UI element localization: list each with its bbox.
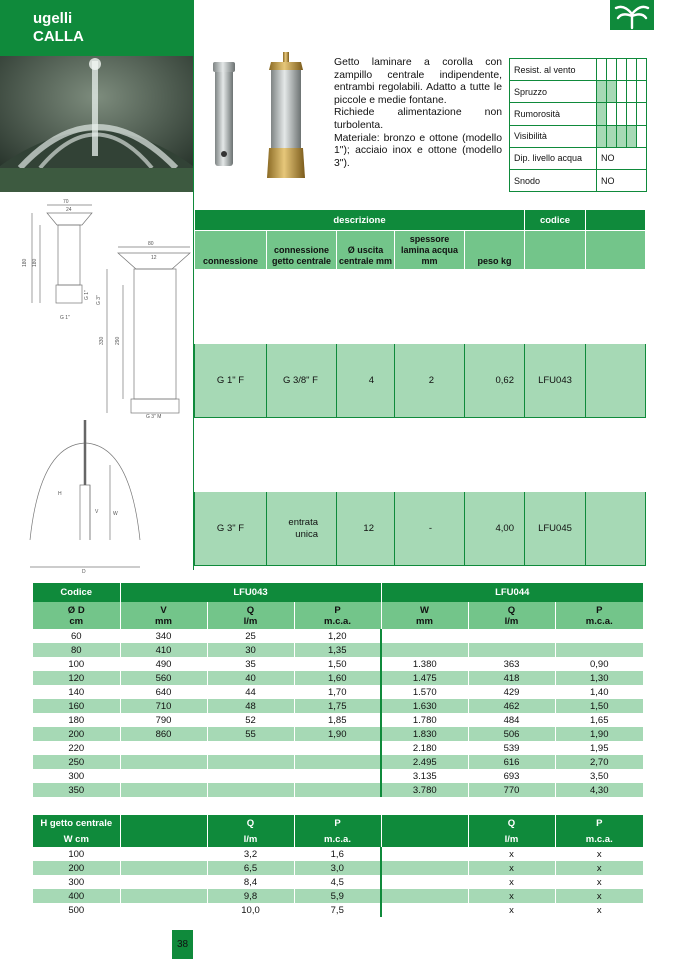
spec-table [194,209,646,566]
table-cell: 4,30 [555,783,643,797]
ratings-table [509,58,647,192]
table-cell [294,755,381,769]
spec-cell: 0,62 [465,344,525,418]
table-cell: 1.570 [381,685,468,699]
table-row [33,783,643,797]
table-cell: 490 [120,657,207,671]
rating-bar-cell [627,81,637,103]
table2-col-header [381,815,468,831]
spec-cell: G 3/8" F [267,344,337,418]
table-cell: 1,75 [294,699,381,713]
table-cell [381,875,468,889]
rating-bar-cell [637,81,647,103]
col-header-symbol: Ø D [67,604,85,616]
table-cell: 1,40 [555,685,643,699]
rating-bar-cell [607,59,617,81]
drawing-spray-profile [30,420,140,575]
table-cell [120,755,207,769]
table-cell [120,889,207,903]
spec-col-header: Ø uscita centrale mm [337,231,395,270]
rating-label: Dip. livello acqua [510,147,597,169]
drawing-nozzle-1 [22,199,92,321]
performance-table [33,583,643,797]
rating-label: Rumorosità [510,103,597,125]
rating-label: Spruzzo [510,81,597,103]
spec-col-header: spessore lamina acqua mm [395,231,465,270]
spec-cell: LFU045 [525,492,586,566]
table-cell: 462 [468,699,555,713]
table-cell: 770 [468,783,555,797]
table-cell: x [468,847,555,861]
table2-col-unit: m.c.a. [294,831,381,847]
table-cell: 3,0 [294,861,381,875]
table-row [33,657,643,671]
rating-bar-cell [617,125,627,147]
spec-row [195,492,646,566]
table-row [33,699,643,713]
table1-col-header [555,602,643,629]
table-row [33,755,643,769]
table-cell: 1,90 [555,727,643,741]
table-cell: 10,0 [207,903,294,917]
col-header-symbol: P [334,604,341,616]
rating-bar-cell [597,103,607,125]
rating-label: Snodo [510,169,597,191]
table-cell: 48 [207,699,294,713]
table-cell: 35 [207,657,294,671]
table-cell: 160 [33,699,120,713]
dim-label: 290 [115,336,121,345]
dim-label: 80 [148,241,154,247]
table-cell: 484 [468,713,555,727]
table2-row-header: H getto centrale [33,815,120,831]
table-row [33,629,643,643]
col-header-symbol: Q [507,604,516,616]
table-cell: 1,90 [294,727,381,741]
spec-cell: 4,00 [465,492,525,566]
table-cell: 2.180 [381,741,468,755]
rating-bar-cell [627,103,637,125]
table-row [33,671,643,685]
spec-cell: - [395,492,465,566]
table-cell [120,903,207,917]
rating-bar-cell [607,125,617,147]
table-cell: 693 [468,769,555,783]
table-cell [207,783,294,797]
dim-label: 180 [22,258,28,267]
dim-label: G 1" [84,290,90,300]
table-cell [207,741,294,755]
rating-value: NO [597,169,647,191]
table-cell: 500 [68,904,85,916]
table-cell: 250 [33,755,120,769]
table-cell: 1,50 [555,699,643,713]
rating-bar-cell [627,59,637,81]
table-cell [294,769,381,783]
table-cell [381,629,468,643]
table-cell: 4,5 [294,875,381,889]
table-cell: 1,70 [294,685,381,699]
table-cell: 30 [207,643,294,657]
table-cell [120,847,207,861]
table-cell: 1,60 [294,671,381,685]
spec-cell: LFU043 [525,344,586,418]
brand-logo-icon [610,0,654,30]
table-cell: x [468,903,555,917]
dim-label: W [113,511,118,517]
spec-cell: 2 [395,344,465,418]
rating-bar-cell [637,59,647,81]
table-cell [468,629,555,643]
col-header-unit: cm [69,615,84,627]
central-jet-table [33,815,643,917]
table-cell: 140 [68,686,85,698]
col-header-unit: l/m [243,615,258,627]
table-cell [294,783,381,797]
col-header-unit: m.c.a. [585,615,613,627]
table-row [33,727,643,741]
table-cell: 429 [468,685,555,699]
table-cell: 1,95 [555,741,643,755]
table2-col-header: Q [207,815,294,831]
table2-col-header: Q [468,815,555,831]
spec-group-header: descrizione [195,210,525,231]
table-cell [120,741,207,755]
table-cell: 616 [468,755,555,769]
table-cell: 640 [120,685,207,699]
table-cell: 506 [468,727,555,741]
spec-col-header: connessione [195,231,267,270]
col-header-symbol: P [596,604,603,616]
rating-value: NO [597,147,647,169]
title-line1: ugelli [33,10,73,27]
table-cell: 52 [207,713,294,727]
table-cell: x [555,889,643,903]
table-cell: 1.630 [381,699,468,713]
table-cell [381,861,468,875]
rating-bar-cell [617,59,627,81]
table-cell [381,889,468,903]
rating-row [510,59,647,81]
spec-cell: G 1" F [195,344,267,418]
table-cell: 44 [207,685,294,699]
table-cell: 3.780 [381,783,468,797]
table-cell: 200 [33,861,120,875]
table-cell: 418 [468,671,555,685]
table-cell: 790 [120,713,207,727]
table-row [33,903,643,917]
product-photo [205,50,330,185]
rating-bar-cell [607,81,617,103]
table-cell: 3.135 [381,769,468,783]
table-cell: 25 [207,629,294,643]
spec-code-header: codice [525,210,586,231]
table2-col-header [120,815,207,831]
rating-row [510,169,647,191]
rating-bar-cell [617,103,627,125]
spec-row [195,344,646,418]
table-cell: 100 [68,658,85,670]
col-header-symbol: Q [246,604,255,616]
spec-cell: entrata unica [267,492,337,566]
col-header-unit: m.c.a. [324,615,351,627]
table-cell: x [555,875,643,889]
table-cell: 410 [120,643,207,657]
description-paragraph: Richiede alimentazione non turbolenta. [334,107,502,131]
rating-bar-cell [607,103,617,125]
table-cell: 2,70 [555,755,643,769]
table-cell: 6,5 [207,861,294,875]
dim-label: 24 [66,207,72,213]
rating-bar-cell [617,81,627,103]
table-cell: 40 [207,671,294,685]
table-cell: 363 [468,657,555,671]
table-cell: 710 [120,699,207,713]
table-cell: 200 [33,727,120,741]
table-cell: 1,85 [294,713,381,727]
table-cell: 340 [120,629,207,643]
table-cell: x [468,889,555,903]
table-cell: 1,20 [294,629,381,643]
table-cell: 3,2 [207,847,294,861]
table-cell [555,629,643,643]
table-cell: 300 [68,876,85,888]
table2-col-unit: l/m [468,831,555,847]
dim-label: G 3" [96,295,102,305]
col-header-unit: l/m [504,615,519,627]
rating-bar-cell [597,125,607,147]
spec-cell: 12 [337,492,395,566]
table-cell: x [555,861,643,875]
dim-label: 180 [32,258,38,267]
table-cell: 1.830 [381,727,468,741]
table1-col-header [381,602,468,629]
table-cell: 60 [70,630,82,642]
table2-col-unit: m.c.a. [555,831,643,847]
spec-cell: G 3" F [195,492,267,566]
table-row [33,643,643,657]
table-cell [120,769,207,783]
table-cell: x [555,847,643,861]
table-cell: 220 [68,742,85,754]
rating-bar-cell [627,125,637,147]
table-cell: 860 [120,727,207,741]
title-line2: CALLA [33,28,84,45]
table-cell: 55 [207,727,294,741]
table-row [33,847,643,861]
table-cell: 1,6 [294,847,381,861]
table2-col-unit [381,831,468,847]
drawing-nozzle-2 [96,241,190,420]
table-cell: 8,4 [207,875,294,889]
table-cell: 1.780 [381,713,468,727]
col-header-symbol: W [420,604,429,616]
table1-col-header [468,602,555,629]
table1-col-header [120,602,207,629]
table-cell [381,847,468,861]
table-cell: 80 [33,643,120,657]
table-cell [207,755,294,769]
table-row [33,861,643,875]
col-header-unit: mm [416,615,433,627]
table-cell: 1.380 [381,657,468,671]
rating-bar-cell [597,81,607,103]
table-cell: 1,35 [294,643,381,657]
table-cell [120,861,207,875]
table-cell: 120 [33,671,120,685]
table-cell: 1,65 [555,713,643,727]
table-cell [468,643,555,657]
spec-col-header: connessione getto centrale [267,231,337,270]
table-cell: 7,5 [294,903,381,917]
table-cell: 539 [468,741,555,755]
product-description [334,57,502,170]
table-cell [381,903,468,917]
rating-row [510,125,647,147]
table1-col-header [207,602,294,629]
technical-drawings [0,195,193,575]
table-row [33,889,643,903]
table-cell [120,783,207,797]
table2-col-header: P [294,815,381,831]
table-cell [555,643,643,657]
table-row [33,769,643,783]
fountain-photo [0,56,193,192]
table2-col-unit: l/m [207,831,294,847]
table-row [33,713,643,727]
dim-label: H [58,491,62,497]
table-cell: 350 [33,783,120,797]
col-header-symbol: V [160,604,167,616]
dim-label: V [95,509,99,515]
table-cell: 1,50 [294,657,381,671]
table1-col-header [294,602,381,629]
table-cell: 5,9 [294,889,381,903]
col-header-unit: mm [155,615,172,627]
spec-col-header: peso kg [465,231,525,270]
table-cell: 0,90 [555,657,643,671]
dim-label: 330 [99,336,105,345]
table-cell [120,875,207,889]
description-paragraph: Getto laminare a corolla con zampillo centrale indipendente, entrambi regolabili. Adatto a tutte le piccole e medie fontane. [334,57,502,106]
table1-code-header: Codice [33,583,120,602]
rating-row [510,103,647,125]
table-cell: 1,30 [555,671,643,685]
dim-label: 12 [151,255,157,261]
table-cell: x [468,861,555,875]
spec-cell: 4 [337,344,395,418]
table-cell: x [468,875,555,889]
dim-label: D [82,569,86,575]
table1-group-header: LFU044 [381,583,643,602]
dim-label: G 3" M [146,414,162,420]
section-title [0,0,193,56]
table-cell: 180 [68,714,85,726]
rating-bar-cell [637,103,647,125]
dim-label: G 1" [60,315,70,321]
table-cell [207,769,294,783]
table-cell: 1.475 [381,671,468,685]
rating-label: Visibilità [510,125,597,147]
table-cell: 3,50 [555,769,643,783]
table-row [33,741,643,755]
table2-row-header-unit: W cm [33,831,120,847]
table1-col-header [33,602,120,629]
rating-label: Resist. al vento [510,59,597,81]
page-number: 38 [172,930,193,959]
rating-row [510,81,647,103]
table-cell: 2.495 [381,755,468,769]
table-cell: 9,8 [207,889,294,903]
rating-bar-cell [597,59,607,81]
table-cell: 100 [68,848,85,860]
rating-bar-cell [637,125,647,147]
table-cell: 300 [68,770,85,782]
table2-col-header: P [555,815,643,831]
description-paragraph: Materiale: bronzo e ottone (modello 1"); acciaio inox e ottone (modello 3"). [334,132,502,169]
dim-label: 70 [63,199,69,205]
table-cell: 400 [33,889,120,903]
table-row [33,875,643,889]
table-cell [381,643,468,657]
rating-row [510,147,647,169]
table-cell: x [555,903,643,917]
table-cell [294,741,381,755]
table2-col-unit [120,831,207,847]
table-row [33,685,643,699]
table1-group-header: LFU043 [120,583,381,602]
table-cell: 560 [120,671,207,685]
